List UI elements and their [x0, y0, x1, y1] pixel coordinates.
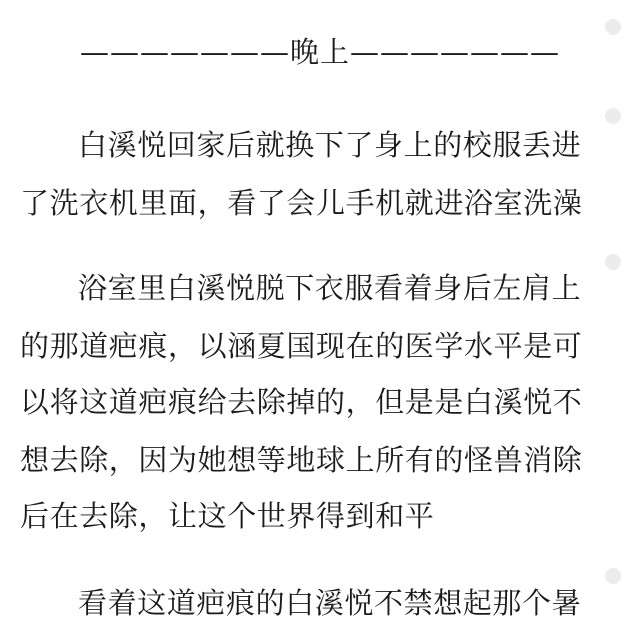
paragraph-line: 了洗衣机里面，看了会儿手机就进浴室洗澡	[20, 186, 583, 220]
paragraph-comment-dot[interactable]	[605, 19, 621, 35]
paragraph-line: 看着这道疤痕的白溪悦不禁想起那个暑	[78, 586, 582, 620]
paragraph-comment-dot[interactable]	[605, 108, 621, 124]
paragraph-line: 后在去除，让这个世界得到和平	[20, 499, 435, 533]
paragraph-line: 的那道疤痕，以涵夏国现在的医学水平是可	[20, 329, 583, 363]
paragraph-line: 浴室里白溪悦脱下衣服看着身后左肩上	[78, 271, 582, 305]
paragraph-comment-dot[interactable]	[605, 568, 621, 584]
paragraph-comment-dot[interactable]	[605, 254, 621, 270]
paragraph-line: 想去除，因为她想等地球上所有的怪兽消除	[20, 443, 583, 477]
paragraph-line: 白溪悦回家后就换下了身上的校服丢进	[78, 128, 582, 162]
paragraph-line: 以将这道疤痕给去除掉的，但是是白溪悦不	[20, 385, 583, 419]
section-heading: ———————晚上———————	[80, 35, 561, 69]
